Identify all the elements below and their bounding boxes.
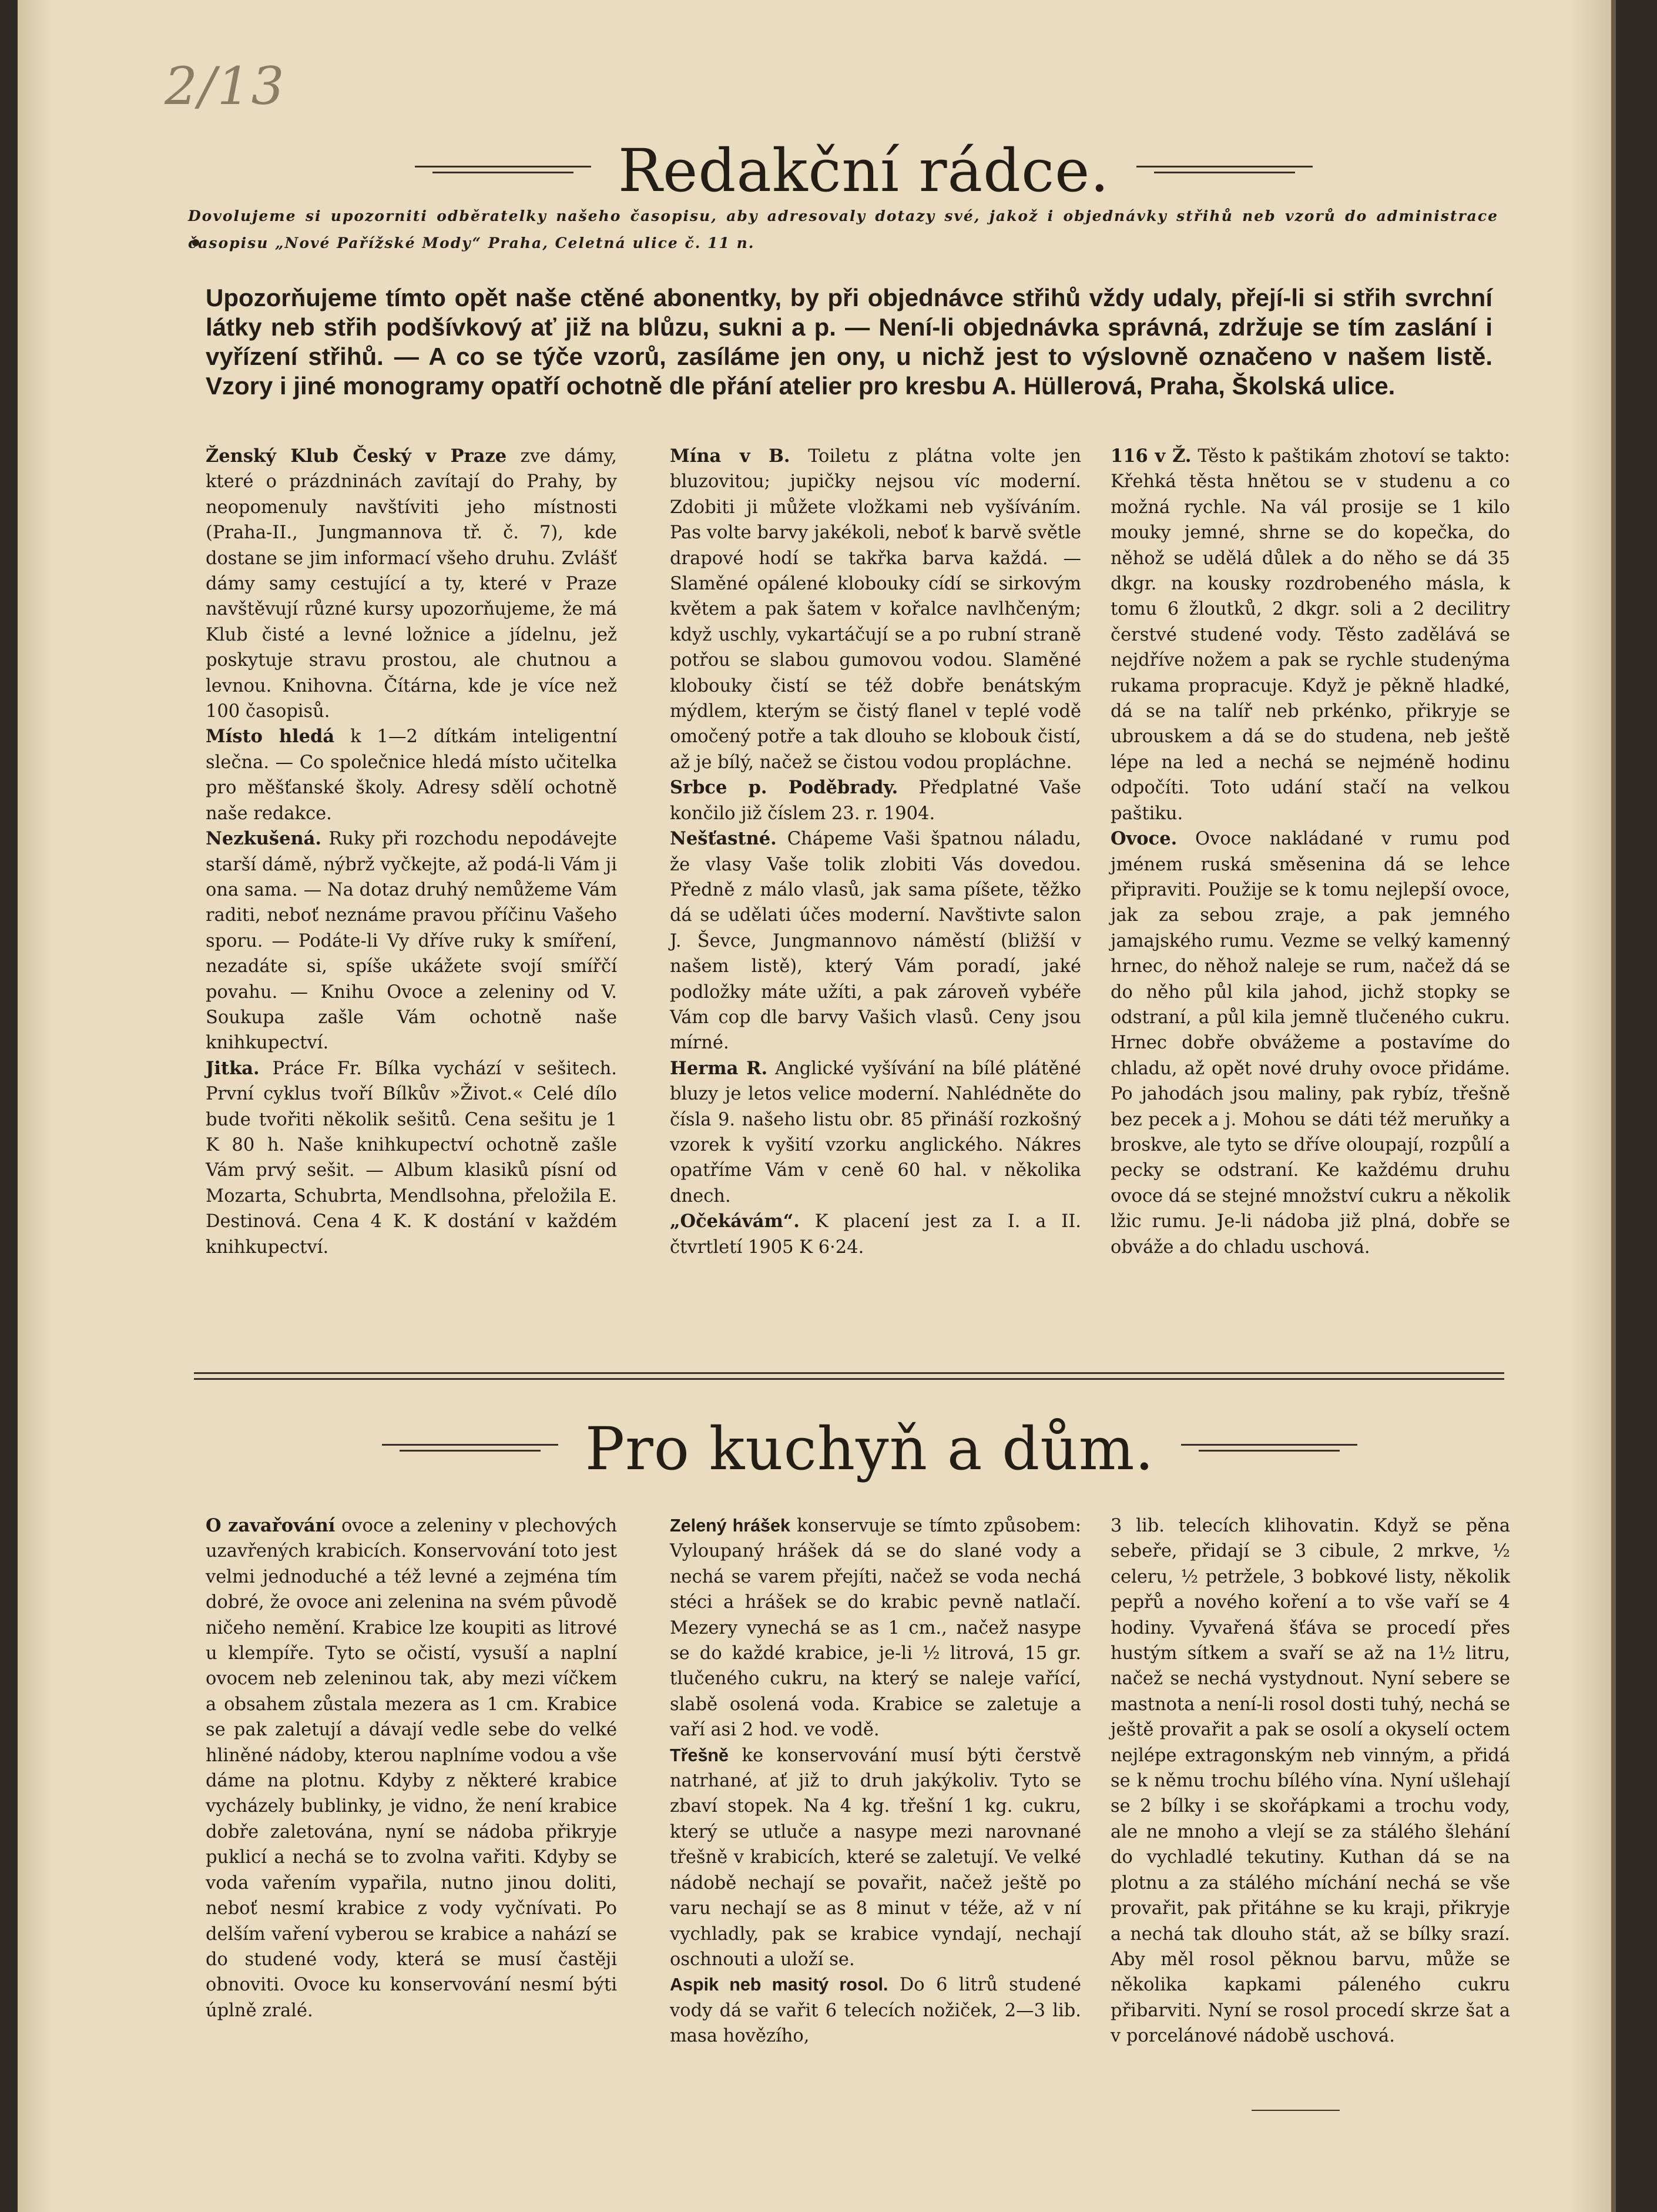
title-ornament-left [382,1441,558,1456]
section-title-redakcni-radce [347,135,1381,206]
title-ornament-right [1136,163,1313,178]
section2-column-2 [670,1513,1081,2049]
answer-paragraph [670,775,1081,826]
article-text: konservuje se tímto způsobem: Vyloupaný hrášek dá se do slané vody a nechá se varem přejíti, načež se voda nechá stéci a hrášek se do krabic pevně natlačí. Mezery vynechá se as 1 cm., načež nasype se do každé krabice, je-li ½ litrová, 15 gr. tlučeného cukru, na který se naleje vařící, slabě osolená voda. Krabice se zaletuje a vaří asi 2 hod. ve vodě. [670,1516,1081,1741]
answer-heading: Jitka. [206,1057,260,1079]
section-title-pro-kuchyn-a-dum [311,1410,1428,1487]
article-heading: Zelený hrášek [670,1516,790,1536]
answer-heading: „Očekávám“. [670,1211,800,1232]
section-divider-bottom [194,1378,1504,1380]
answer-paragraph [206,444,617,724]
answer-paragraph [670,1056,1081,1209]
title-ornament-left [415,163,591,178]
answer-heading: Srbce p. Poděbrady. [670,777,898,799]
article-text: ke konservování musí býti čerstvě natrhané, ať již to druh jakýkoliv. Tyto se zbaví stopek. Na 4 kg. třešní 1 kg. cukru, který se utluče a nasype mezi narovnané třešně v krabicích, které se zaletují. Ve velké nádobě nechají se povařit, načež ještě po varu nechají se as 8 minut v téže, až v ní vychladly, pak se krabice vyndají, nechají oschnouti a uloží se. [670,1745,1081,1970]
answer-text: Předplatné Vaše končilo již číslem 23. r. 1904. [670,777,1081,824]
answer-paragraph [670,826,1081,1056]
answer-paragraph [206,724,617,826]
article-heading: Aspik neb masitý rosol. [670,1975,888,1995]
section-title-text: Redakční rádce. [618,136,1110,205]
magazine-page [18,0,1616,2212]
article-text: 3 lib. telecích klihovatin. Když se pěna sebeře, přidají se 3 cibule, 2 mrkve, ½ celeru, ½ petržele, 3 bobkové listy, několik pepřů a nového koření a to vše vaří se 4 hodiny. Vyvařená šťáva se procedí přes hustým sítkem a svaří se až na 1½ litru, načež se nechá vystydnout. Nyní sebere se mastnota a není-li rosol dosti tuhý, nechá se ještě provařit a pak se osolí a okyselí octem nejlépe extragonským neb vinným, a přidá se k němu trochu bílého vína. Nyní ušlehají se 2 bílky i se skořápkami a trochu vody, ale ne mnoho a vlejí se za stálého šlehání do vychladlé tekutiny. Kuthan dá se na plotnu a za stálého míchání nechá se vše provařit, pak přitáhne se ku kraji, přikryje a nechá tak dlouho stát, až se bílky srazí. Aby měl rosol pěknou barvu, může se několika kapkami páleného cukru přibarviti. Nyní se rosol procedí skrze šat a v porcelánové nádobě uschová. [1111,1516,1510,2047]
end-rule [1252,2110,1340,2111]
answer-heading: Nešťastné. [670,828,777,850]
answer-text: Toiletu z plátna volte jen bluzovitou; jupičky nejsou víc moderní. Zdobiti ji můžete vložkami neb vyšíváním. Pas volte barvy jakékoli, neboť k barvě světle drapové hodí se takřka barva každá. — Slaměné opálené klobouky cídí se sirkovým květem a pak šatem v kořalce navlhčeným; když uschly, vykartáčují se a po rubní straně potřou se slabou gumovou vodou. Slaměné klobouky čistí se též dobře benátským mýdlem, kterým se čistý flanel v teplé vodě omočený potře a tak dlouho se klobouk čistí, až je bílý, načež se čistou vodou propláchne. [670,446,1081,773]
answer-heading: Herma R. [670,1057,768,1079]
section1-column-2 [670,444,1081,1260]
answer-heading: Ženský Klub Český v Praze [206,445,507,467]
article-paragraph [206,1513,617,2023]
article-heading: Třešně [670,1745,729,1765]
answer-text: Ruky při rozchodu nepodávejte starší dámě, nýbrž vyčkejte, až podá-li Vám ji ona sama. — Na dotaz druhý nemůžeme Vám raditi, neboť neznáme pravou příčinu Vašeho sporu. — Podáte-li Vy dříve ruky k smíření, nezadáte si, spíše ukážete svojí smířčí povahu. — Knihu Ovoce a zeleniny od V. Soukupa zašle Vám ochotně naše knihkupectví. [206,829,617,1054]
answer-paragraph [1111,826,1510,1260]
title-ornament-right [1181,1441,1357,1456]
lead-announcement: Upozorňujeme tímto opět naše ctěné abonentky, by při objednávce střihů vždy udaly, přejí-li si střih svrchní látky neb střih podšívkový ať již na blůzu, sukni a p. — Není-li objednávka správná, zdržuje se tím zaslání i vyřízení střihů. — A co se týče vzorů, zasíláme jen ony, u nichž jest to výslovně označeno v našem listě. Vzory i jiné monogramy opatří ochotně dle přání atelier pro kresbu A. Hüllerová, Praha, Školská ulice. [206,284,1492,400]
answer-paragraph [670,1209,1081,1260]
page-edge-shadow [1611,0,1616,2212]
answer-paragraph [206,826,617,1056]
article-paragraph [670,1743,1081,1973]
section-divider-top [194,1372,1504,1374]
answer-text: Ovoce nakládané v rumu pod jménem ruská směsenina dá se lehce připraviti. Použije se k tomu nejlepší ovoce, jak za sebou zraje, a pak jemného jamajského rumu. Vezme se velký kamenný hrnec, do něhož naleje se rum, načež dá se do něho půl kila jahod, jichž stopky se odstraní, a půl kila jemně tlučeného cukru. Hrnec dobře obvážeme a postavíme do chladu, až opět nové druhy ovoce přidáme. Po jahodách jsou maliny, pak rybíz, třešně bez pecek a j. Mohou se dáti též meruňky a broskve, ale tyto se dříve oloupají, rozpůlí a pecky se odstraní. Ke každému druhu ovoce dá se stejné množství cukru a několik lžic rumu. Je-li nádoba již plná, dobře se obváže a do chladu uschová. [1111,829,1510,1258]
answer-text: k 1—2 dítkám inteligentní slečna. — Co společnice hledá místo učitelka pro měšťanské školy. Adresy sdělí ochotně naše redakce. [206,726,618,824]
article-paragraph [670,1972,1081,2049]
handwritten-mark: 2/13 [165,56,286,116]
answer-paragraph [206,1056,617,1260]
answer-text: K placení jest za I. a II. čtvrtletí 1905 K 6·24. [670,1211,1081,1258]
answer-text: Anglické vyšívání na bílé plátěné bluzy je letos velice moderní. Nahlédněte do čísla 9. našeho listu obr. 85 přináší rozkošný vzorek k vyšití vzorku anglického. Nákres opatříme Vám v ceně 60 hal. v několika dnech. [670,1058,1081,1206]
answer-heading: Místo hledá [206,726,335,748]
section1-column-1 [206,444,617,1260]
answer-text: Chápeme Vaši špatnou náladu, že vlasy Vaše tolik zlobiti Vás dovedou. Předně z málo vlasů, jak sama píšete, těžko dá se udělati účes moderní. Navštivte salon J. Ševce, Jungmannovo náměstí (bližší v našem listě), který Vám poradí, jaké podložky máte užíti, a pak zároveň vybéře Vám cop dle barvy Vašich vlasů. Ceny jsou mírné. [670,829,1081,1054]
article-paragraph [1111,1513,1510,2049]
article-text: Do 6 litrů studené vody dá se vařit 6 telecích nožiček, 2—3 lib. masa hovězího, [670,1975,1081,2047]
section-title-text: Pro kuchyň a dům. [585,1414,1155,1483]
answer-paragraph [670,444,1081,775]
answer-text: Těsto k paštikám zhotoví se takto: Křehká těsta hnětou se v studenu a co možná rychle. Na vál prosije se 1 kilo mouky jemné, shrne se do kopečka, do něhož se udělá důlek a do něho se dá 35 dkgr. na kousky rozdrobeného másla, k tomu 6 žloutků, 2 dkgr. soli a 2 decilitry čerstvé studené vody. Těsto zadělává se nejdříve nožem a pak se rychle studenýma rukama propracuje. Když je pěkně hladké, dá se na talíř neb prkénko, přikryje se ubrouskem a dá se do studena, neb ještě lépe na led a nechá se nejméně hodinu odpočíti. Toto udání stačí na velkou paštiku. [1111,446,1510,824]
section2-column-3 [1111,1513,1510,2049]
section2-column-1 [206,1513,617,2023]
article-paragraph [670,1513,1081,1743]
answer-heading: Ovoce. [1111,828,1178,850]
answer-text: Práce Fr. Bílka vychází v sešitech. První cyklus tvoří Bílkův »Život.« Celé dílo bude tvořiti několik sešitů. Cena sešitu je 1 K 80 h. Naše knihkupectví ochotně zašle Vám prvý sešit. — Album klasiků písní od Mozarta, Schubrta, Mendlsohna, přeložila E. Destinová. Cena 4 K. K dostání v každém knihkupectví. [206,1058,617,1258]
answer-heading: Nezkušená. [206,828,322,850]
answer-text: zve dámy, které o prázdninách zavítají do Prahy, by neopomenuly navštíviti jeho místnosti (Praha-II., Jungmannova tř. č. 7), kde dostane se jim informací všeho druhu. Zvlášť dámy samy cestující a ty, které v Praze navštěvují různé kursy upozorňujeme, že má Klub čisté a levné ložnice a jídelnu, jež poskytuje stravu prostou, ale chutnou a levnou. Knihovna. Čítárna, kde je více než 100 časopisů. [206,446,617,722]
article-text: ovoce a zeleniny v plechových uzavřených krabicích. Konservování toto jest velmi jednoduché a též levné a zejména tím dobré, že ovoce ani zelenina na svém původě ničeho nemění. Krabice lze koupiti as litrové u klempíře. Tyto se očistí, vysuší a naplní ovocem neb zeleninou tak, aby mezi víčkem a obsahem zůstala mezera as 1 cm. Krabice se pak zaletují a dávají vedle sebe do velké hliněné nádoby, kterou naplníme vodou a vše dáme na plotnu. Kdyby z některé krabice vycházely bublinky, je vidno, že není krabice dobře zaletována, nyní se nádoba přikryje puklicí a nechá se to zvolna vařiti. Kdyby se voda vařením vypařila, nutno jinou doliti, neboť nesmí krabice z vody vyčnívati. Po delším vaření vyberou se krabice a nahází se do studené vody, která se musí častěji obnoviti. Ovoce ku konservování nesmí býti úplně zralé. [206,1516,617,2021]
section1-column-3 [1111,444,1510,1260]
answer-heading: 116 v Ž. [1111,445,1192,467]
answer-heading: Mína v B. [670,445,790,467]
subscriber-notice: Dovolujeme si upozorniti odběratelky našeho časopisu, aby adresovaly dotazy své, jakož i objednávky střihů neb vzorů do administrace časopisu „Nové Pařížské Mody“ Praha, Celetná ulice č. 11 n. [188,207,1498,252]
answer-paragraph [1111,444,1510,826]
article-heading: O zavařování [206,1515,336,1536]
